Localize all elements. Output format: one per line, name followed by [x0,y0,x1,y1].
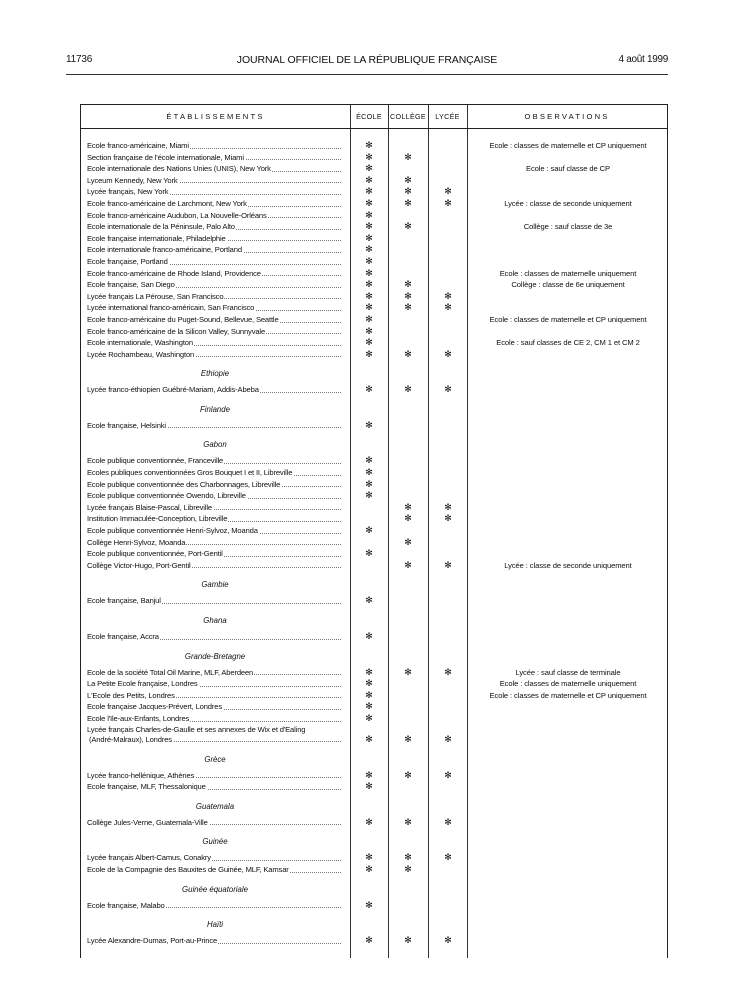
table-row [81,513,667,525]
establishment-name-text: Ecole franco-américaine Audubon, La Nouvelle-Orléans [87,210,267,220]
table-row [81,864,667,876]
asterisk-mark-lycee: ✻ [444,186,452,197]
table-row [81,479,667,491]
asterisk-mark-ecole: ✻ [365,384,373,395]
table-row [81,256,667,268]
establishment-name [87,502,341,514]
establishment-name-text: Lycée français Albert-Camus, Conakry [87,853,211,863]
asterisk-mark-lycee: ✻ [444,384,452,395]
observation-text: Collège : classe de 6e uniquement [511,280,625,290]
country-name: Gambie [201,580,229,590]
establishment-name [87,817,341,829]
table-row [81,175,667,187]
asterisk-mark-ecole: ✻ [365,337,373,348]
country-heading [81,643,667,667]
asterisk-mark-lycee: ✻ [444,666,452,677]
establishment-name-text: Ecole française, Accra [87,632,159,641]
running-header [66,54,668,68]
asterisk-mark-college: ✻ [404,733,412,744]
establishment-name-text: Ecole franco-américaine de la Silicon Valley, Sunnyvale [87,326,266,336]
table-header [81,105,667,129]
asterisk-mark-ecole: ✻ [365,186,373,197]
establishment-name-text: Lycée franco-éthiopien Guébré-Mariam, Addis-Abeba [87,385,259,395]
observation-text: Ecole : sauf classes de CE 2, CM 1 et CM 2 [496,338,640,348]
establishment-name [87,140,341,152]
table-row [81,337,667,349]
asterisk-mark-lycee: ✻ [444,197,452,208]
table-row [81,279,667,291]
establishment-name-text: Collège Jules-Verne, Guatemala-Ville [87,817,208,827]
asterisk-mark-ecole: ✻ [365,816,373,827]
observation-text: Ecole : classes de maternelle et CP uniquement [489,314,647,324]
asterisk-mark-ecole: ✻ [365,313,373,324]
country-name: Guatemala [195,801,235,811]
country-heading [81,876,667,900]
asterisk-mark-ecole: ✻ [365,631,373,641]
establishment-name [87,525,341,537]
asterisk-mark-college: ✻ [404,863,412,874]
establishment-name [87,420,341,432]
country-heading [81,607,667,631]
establishment-name-text: Ecole publique conventionnée Henri-Sylvoz, Moanda [87,526,258,536]
establishment-name [87,349,341,361]
page-number: 11736 [66,54,93,65]
table-row [81,455,667,467]
asterisk-mark-college: ✻ [404,348,412,359]
establishment-name-text: La Petite Ecole française, Londres [87,679,198,689]
table-row [81,186,667,198]
establishment-name [87,548,341,560]
asterisk-mark-ecole: ✻ [365,478,373,489]
asterisk-mark-college: ✻ [404,221,412,232]
country-name: Gabon [203,440,227,450]
observation-text: Lycée : classe de seconde uniquement [504,560,632,570]
establishment-name-text: Ecole internationale franco-américaine, Portland [87,245,242,255]
establishment-name [87,770,341,782]
table-row [81,140,667,152]
establishment-name-text: Lycée Rochambeau, Washington [87,349,195,359]
observation-text: Collège : sauf classe de 3e [523,222,613,232]
observation-text: Lycée : sauf classe de terminale [515,667,621,677]
asterisk-mark-lycee: ✻ [444,501,452,512]
table-row [81,595,667,607]
asterisk-mark-ecole: ✻ [365,852,373,863]
table-row [81,725,667,746]
asterisk-mark-college: ✻ [404,197,412,208]
table-row [81,349,667,361]
establishment-name-text: L'Ecole des Petits, Londres [87,690,175,700]
table-row [81,291,667,303]
asterisk-mark-ecole: ✻ [365,419,373,430]
establishment-name-text: Ecole de la Compagnie des Bauxites de Guinée, MLF, Kamsar [87,864,289,874]
table-row [81,244,667,256]
asterisk-mark-college: ✻ [404,501,412,512]
asterisk-mark-college: ✻ [404,666,412,677]
establishment-name [87,314,341,326]
table-row [81,384,667,396]
asterisk-mark-college: ✻ [404,186,412,197]
observation-text: Ecole : classes de maternelle uniquement [499,679,637,689]
establishment-name-text: Lycée français Charles-de-Gaulle et ses annexes de Wix et d'Ealing [87,724,306,734]
table-row [81,852,667,864]
table-row [81,163,667,175]
establishment-name-text: Lyceum Kennedy, New York [87,175,178,185]
establishment-name-text: Ecole française Jacques-Prévert, Londres [87,702,222,712]
establishment-name-text: Ecole franco-américaine du Puget-Sound, Bellevue, Seattle [87,314,279,324]
asterisk-mark-ecole: ✻ [365,255,373,266]
asterisk-mark-college: ✻ [404,769,412,780]
establishment-name-text: Ecoles publiques conventionnées Gros Bouquet I et II, Libreville [87,468,293,478]
establishment-name [87,513,341,525]
asterisk-mark-ecole: ✻ [365,863,373,874]
asterisk-mark-ecole: ✻ [365,678,373,689]
asterisk-mark-college: ✻ [404,302,412,313]
asterisk-mark-ecole: ✻ [365,769,373,780]
establishment-name [87,701,341,713]
establishment-name-text: Ecole internationale des Nations Unies (UNIS), New York [87,164,271,174]
establishment-name-text: Lycée français, New York [87,187,169,197]
observation-text: Ecole : classes de maternelle uniquement [499,268,637,278]
asterisk-mark-college: ✻ [404,536,412,547]
header-rule [66,74,668,75]
establishment-name-text: Lycée Alexandre-Dumas, Port-au-Prince [87,936,218,946]
establishment-name [87,781,341,793]
asterisk-mark-college: ✻ [404,513,412,524]
establishment-name [87,198,341,210]
asterisk-mark-ecole: ✻ [365,221,373,232]
establishment-name-text: Ecole de la société Total Oil Marine, MLF, Aberdeen [87,667,254,677]
establishment-name-text: Ecole internationale de la Péninsule, Palo Alto [87,222,235,232]
country-name: Finlande [200,404,230,414]
asterisk-mark-lycee: ✻ [444,348,452,359]
establishment-name-text: Ecole française, Malabo [87,900,165,910]
establishment-name [87,560,341,572]
asterisk-mark-ecole: ✻ [365,935,373,946]
establishment-name [87,537,341,549]
establishment-name-text: Ecole française, Helsinki [87,420,166,430]
country-heading [81,360,667,384]
asterisk-mark-college: ✻ [404,384,412,395]
asterisk-mark-ecole: ✻ [365,302,373,313]
asterisk-mark-ecole: ✻ [365,151,373,162]
establishment-name-text: Ecole franco-américaine de Larchmont, New York [87,198,247,208]
establishments-table [80,104,668,958]
establishment-name [87,631,341,643]
asterisk-mark-college: ✻ [404,290,412,301]
table-row [81,548,667,560]
table-row [81,198,667,210]
establishment-name-text: Collège Henri-Sylvoz, Moanda [87,537,186,547]
establishment-name-text: Ecole franco-américaine de Rhode Island, Providence [87,268,261,278]
asterisk-mark-ecole: ✻ [365,267,373,278]
establishment-name [87,852,341,864]
country-heading [81,746,667,770]
asterisk-mark-college: ✻ [404,852,412,863]
asterisk-mark-college: ✻ [404,174,412,185]
establishment-name [87,279,341,291]
table-row [81,560,667,572]
asterisk-mark-ecole: ✻ [365,595,373,606]
table-row [81,467,667,479]
asterisk-mark-ecole: ✻ [365,197,373,208]
establishment-name [87,337,341,349]
table-row [81,152,667,164]
asterisk-mark-lycee: ✻ [444,513,452,524]
country-heading [81,571,667,595]
establishment-name-text: Ecole publique conventionnée, Port-Gentil [87,549,223,559]
establishment-name-text: Ecole française, Portland [87,256,168,266]
asterisk-mark-ecole: ✻ [365,140,373,150]
column-header-college: COLLÈGE [389,112,427,121]
establishment-name [87,490,341,502]
establishment-name-text: Institution Immaculée-Conception, Libreville [87,514,228,524]
country-heading [81,911,667,935]
table-row [81,490,667,502]
establishment-name [87,302,341,314]
asterisk-mark-lycee: ✻ [444,290,452,301]
column-header-ecole: ÉCOLE [356,112,382,121]
establishment-name [87,678,341,690]
establishment-name-text: Ecole française, San Diego [87,280,175,290]
asterisk-mark-ecole: ✻ [365,174,373,185]
establishment-name-text: Ecole publique conventionnée Owendo, Libreville [87,491,246,501]
establishment-name-continuation: (André-Malraux), Londres [89,734,172,744]
asterisk-mark-lycee: ✻ [444,935,452,946]
table-row [81,667,667,679]
asterisk-mark-lycee: ✻ [444,302,452,313]
country-name: Guinée [202,837,228,847]
table-row [81,770,667,782]
table-row [81,900,667,912]
establishment-name-text: Ecole française, MLF, Thessalonique [87,782,206,792]
table-row [81,631,667,643]
asterisk-mark-lycee: ✻ [444,733,452,744]
table-row [81,817,667,829]
asterisk-mark-ecole: ✻ [365,467,373,478]
table-row [81,326,667,338]
asterisk-mark-ecole: ✻ [365,712,373,723]
establishment-name [87,268,341,280]
establishment-name [87,467,341,479]
country-heading [81,793,667,817]
asterisk-mark-ecole: ✻ [365,733,373,744]
country-name: Grande-Bretagne [184,651,246,661]
establishment-name [87,667,341,679]
establishment-name [87,210,341,222]
country-heading [81,828,667,852]
table-row [81,537,667,549]
column-header-etablissements: ÉTABLISSEMENTS [166,112,265,121]
table-row [81,314,667,326]
table-row [81,302,667,314]
asterisk-mark-ecole: ✻ [365,348,373,359]
observation-text: Lycée : classe de seconde uniquement [504,198,632,208]
establishment-name-text: Ecole française internationale, Philadelphie [87,233,226,243]
asterisk-mark-ecole: ✻ [365,279,373,290]
asterisk-mark-ecole: ✻ [365,899,373,910]
asterisk-mark-ecole: ✻ [365,666,373,677]
asterisk-mark-lycee: ✻ [444,816,452,827]
asterisk-mark-ecole: ✻ [365,548,373,559]
establishment-name-text: Ecole franco-américaine, Miami [87,141,189,150]
establishment-name [87,186,341,198]
establishment-name-text: Ecole française, Banjul [87,596,161,606]
establishment-name-text: Ecole publique conventionnée des Charbonnages, Libreville [87,479,281,489]
establishment-name [87,244,341,256]
country-name: Ghana [203,616,227,625]
asterisk-mark-ecole: ✻ [365,232,373,243]
establishment-name [87,175,341,187]
establishment-name-text: Ecole publique conventionnée, Franceville [87,456,224,466]
table-row [81,713,667,725]
asterisk-mark-college: ✻ [404,816,412,827]
country-name: Guinée équatoriale [182,884,248,894]
table-row [81,210,667,222]
asterisk-mark-lycee: ✻ [444,769,452,780]
country-heading [81,396,667,420]
establishment-name-text: Ecole internationale, Washington [87,338,193,348]
observation-text: Ecole : classes de maternelle et CP uniquement [489,690,647,700]
asterisk-mark-ecole: ✻ [365,701,373,712]
establishment-name-text: Collège Victor-Hugo, Port-Gentil [87,560,191,570]
asterisk-mark-ecole: ✻ [365,244,373,255]
table-row [81,525,667,537]
establishment-name-text: Lycée français La Pérouse, San Francisco [87,291,224,301]
table-row [81,268,667,280]
establishment-name [87,713,341,725]
country-name: Ethiopie [200,369,230,379]
asterisk-mark-college: ✻ [404,935,412,946]
asterisk-mark-college: ✻ [404,559,412,570]
establishment-name-text: Ecole l'Ile-aux-Enfants, Londres [87,713,190,723]
journal-title: JOURNAL OFFICIEL DE LA RÉPUBLIQUE FRANÇAISE [236,54,498,66]
establishment-name [87,690,341,702]
column-header-lycee: LYCÉE [435,112,460,121]
asterisk-mark-ecole: ✻ [365,781,373,792]
table-row [81,678,667,690]
asterisk-mark-ecole: ✻ [365,209,373,220]
publication-date: 4 août 1999 [618,54,668,65]
table-row [81,781,667,793]
establishment-name [87,256,341,268]
establishment-name [87,291,341,303]
table-row [81,690,667,702]
asterisk-mark-ecole: ✻ [365,290,373,301]
asterisk-mark-ecole: ✻ [365,325,373,336]
table-row [81,502,667,514]
asterisk-mark-lycee: ✻ [444,852,452,863]
observation-text: Ecole : classes de maternelle et CP uniquement [489,141,647,150]
country-name: Haïti [206,920,224,930]
establishment-name-text: Lycée français Blaise-Pascal, Libreville [87,502,212,512]
observation-text: Ecole : sauf classe de CP [525,164,611,174]
establishment-name-text: Lycée franco-hellénique, Athènes [87,770,195,780]
column-header-observations: OBSERVATIONS [524,112,610,121]
establishment-name-text: Lycée international franco-américain, San Francisco [87,303,255,313]
table-row [81,935,667,947]
asterisk-mark-lycee: ✻ [444,559,452,570]
table-row [81,221,667,233]
table-body [81,140,667,947]
establishment-name [87,595,341,607]
establishment-name [87,326,341,338]
establishment-name [87,152,341,164]
establishment-name [87,900,341,912]
establishment-name [87,233,341,245]
establishment-name [87,479,341,491]
establishment-name [87,221,341,233]
establishment-name [87,935,341,947]
establishment-name [87,864,341,876]
establishment-name-text: Section française de l'école internationale, Miami [87,152,244,162]
country-name: Grèce [204,754,226,764]
asterisk-mark-ecole: ✻ [365,689,373,700]
asterisk-mark-ecole: ✻ [365,455,373,466]
establishment-name [87,163,341,175]
asterisk-mark-ecole: ✻ [365,490,373,501]
establishment-name [87,725,341,745]
establishment-name [87,455,341,467]
establishment-name [87,384,341,396]
table-row [81,701,667,713]
country-heading [81,431,667,455]
asterisk-mark-ecole: ✻ [365,525,373,536]
table-row [81,233,667,245]
table-row [81,420,667,432]
asterisk-mark-ecole: ✻ [365,163,373,174]
asterisk-mark-college: ✻ [404,151,412,162]
asterisk-mark-college: ✻ [404,279,412,290]
